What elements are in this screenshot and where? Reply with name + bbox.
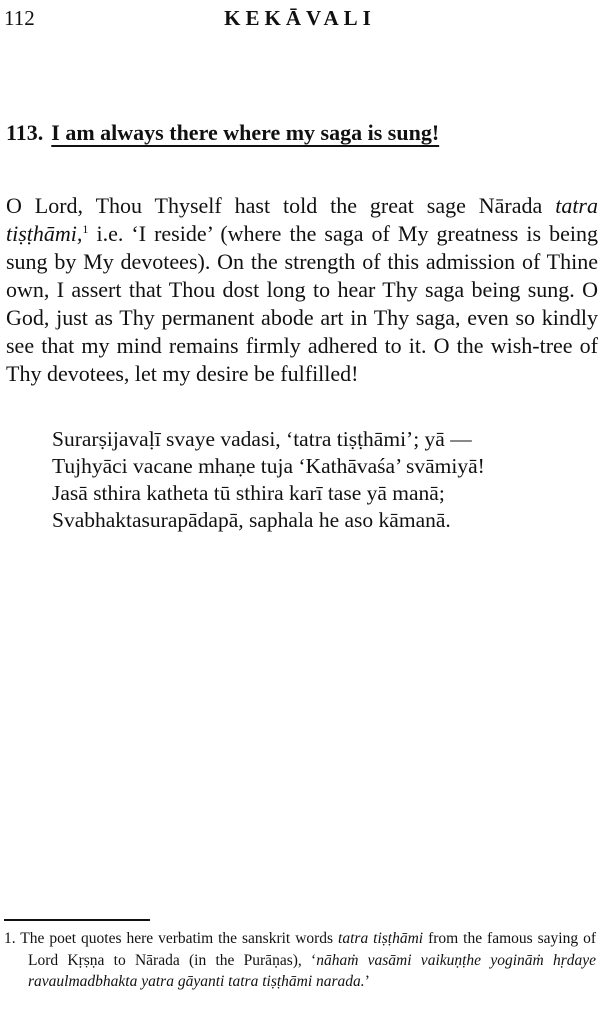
verse-line: Surarṣijavaḷī svaye vadasi, ‘tatra tiṣṭhāmi’; yā — xyxy=(52,427,472,451)
verse-line: Jasā sthira katheta tū sthira karī tase yā manā; xyxy=(52,481,445,505)
body-paragraph xyxy=(6,192,598,388)
footnote-marker: 1. xyxy=(4,930,16,947)
footnote-italic-2: nāhaṁ vasāmi vaikuṇṭhe yogināṁ hṛdaye ravaulmadbhakta yatra gāyanti tatra tiṣṭhāmi narada. xyxy=(28,951,596,990)
verse-block xyxy=(52,426,485,534)
verse-line: Svabhaktasurapādapā, saphala he aso kāmanā. xyxy=(52,508,451,532)
verse-line: Tujhyāci vacane mhaṇe tuja ‘Kathāvaśa’ svāmiyā! xyxy=(52,454,485,478)
paragraph-text-1: O Lord, Thou Thyself hast told the great sage Nārada xyxy=(6,193,556,218)
footnote-text-3: ’ xyxy=(364,973,370,990)
running-title: KEKĀVALI xyxy=(224,6,376,30)
footnote-text-2: from the famous saying of Lord Kṛṣṇa to Nārada (in the Purāṇas), ‘ xyxy=(28,930,596,969)
section-title: I am always there where my saga is sung! xyxy=(51,120,440,145)
footnote-italic-1: tatra tiṣṭhāmi xyxy=(338,930,424,947)
page-header xyxy=(4,6,596,36)
paragraph-italic-1: tatra tiṣṭhāmi, xyxy=(6,193,598,246)
section-number: 113. xyxy=(6,120,44,145)
footnote-text-1: The poet quotes here verbatim the sanskrit words xyxy=(15,930,339,947)
section-heading xyxy=(6,120,439,146)
footnote-reference: 1 xyxy=(82,222,89,236)
paragraph-text-2: i.e. ‘I reside’ (where the saga of My greatness is being sung by My devotees). On the strength of this admission of Thine own, I assert that Thou dost long to hear Thy saga being sung. O God, just as Thy permanent abode art in Thy saga, even so kindly see that my mind remains firmly adhered to it. O the wish-tree of Thy devotees, let my desire be fulfilled! xyxy=(6,221,598,386)
page-number: 112 xyxy=(4,6,35,30)
footnote-divider xyxy=(4,919,150,921)
footnote xyxy=(4,928,596,993)
